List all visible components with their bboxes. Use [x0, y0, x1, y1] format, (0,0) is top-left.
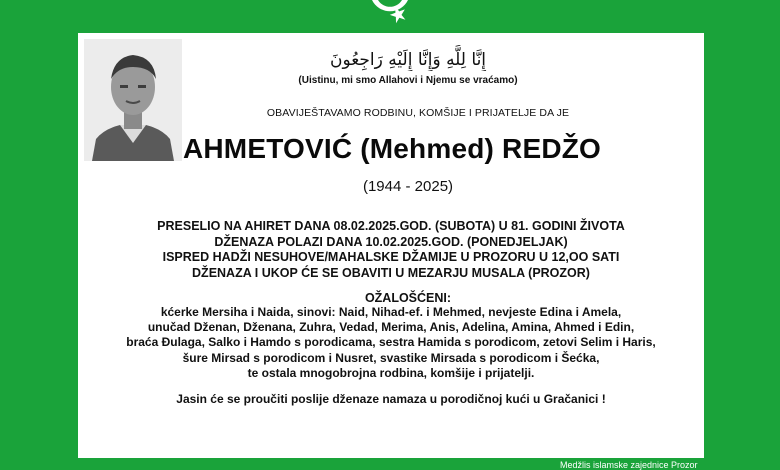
detail-line: DŽENAZA POLAZI DANA 10.02.2025.GOD. (PONEDJELJAK): [214, 234, 568, 249]
announcement-intro: OBAVIJEŠTAVAMO RODBINU, KOMŠIJE I PRIJATELJE DA JE: [266, 107, 570, 119]
mourners-line: unučad Dženan, Dženana, Zuhra, Vedad, Merima, Anis, Adelina, Amina, Ahmed i Edin,: [147, 320, 635, 335]
life-years: (1944 - 2025): [362, 178, 454, 195]
detail-line: DŽENAZA I UKOP ĆE SE OBAVITI U MEZARJU MUSALA (PROZOR): [192, 265, 590, 280]
arabic-verse-text: إِنَّا لِلَّهِ وَإِنَّا إِلَيْهِ رَاجِعُونَ: [329, 50, 487, 70]
mourners-line: šure Mirsad s porodicom i Nusret, svastike Mirsada s porodicom i Šećka,: [182, 350, 600, 365]
closing-note: Jasin će se proučiti poslije dženaze namaza u porodičnoj kući u Gračanici !: [176, 392, 606, 406]
mourners-list: [98, 305, 684, 381]
verse-translation: (Uistinu, mi smo Allahovi i Njemu se vraćamo): [298, 75, 518, 86]
deceased-photo: [84, 39, 182, 161]
deceased-name: AHMETOVIĆ (Mehmed) REDŽO: [182, 133, 602, 164]
arabic-verse: [268, 45, 548, 71]
detail-line: PRESELIO NA AHIRET DANA 08.02.2025.GOD. (SUBOTA) U 81. GODINI ŽIVOTA: [157, 219, 625, 233]
crescent-star-emblem-icon: [358, 0, 422, 28]
mourners-line: kćerke Mersiha i Naida, sinovi: Naid, Nihad-ef. i Mehmed, nevjeste Edina i Amela,: [160, 305, 622, 319]
detail-line: ISPRED HADŽI NESUHOVE/MAHALSKE DŽAMIJE U PROZORU U 12,OO SATI: [162, 250, 620, 264]
mourners-line: te ostala mnogobrojna rodbina, komšije i prijatelji.: [247, 365, 535, 380]
obituary-card: [78, 33, 704, 458]
mourners-line: braća Ðulaga, Salko i Hamdo s porodicama, sestra Hamida s porodicom, zetovi Selim i Haris,: [126, 335, 656, 350]
funeral-details: [118, 219, 664, 281]
mourners-title: OŽALOŠĆENI:: [364, 291, 452, 305]
publisher-footer: Medžlis islamske zajednice Prozor: [560, 460, 698, 470]
